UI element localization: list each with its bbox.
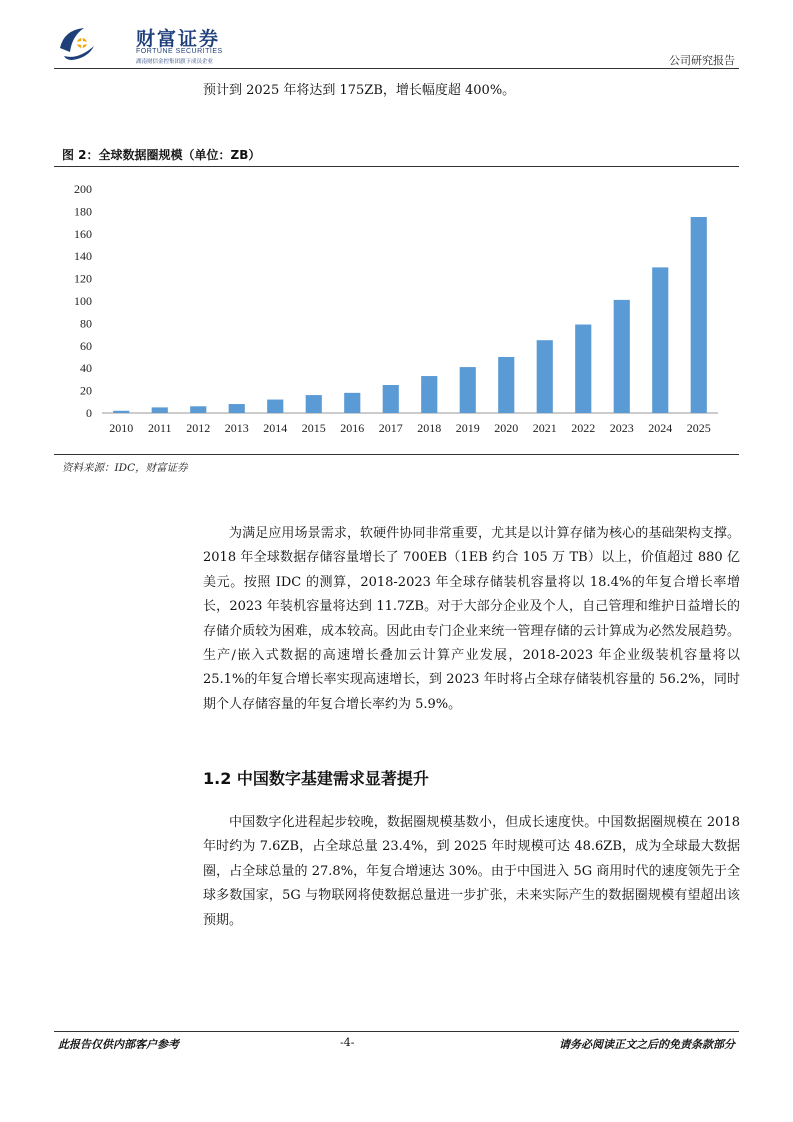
bar	[537, 340, 553, 413]
y-tick-label: 200	[74, 182, 92, 196]
bar	[691, 217, 707, 413]
footer-notice: 请务必阅读正文之后的免责条款部分	[559, 1038, 735, 1051]
intro-line: 预计到 2025 年将达到 175ZB，增长幅度超 400%。	[203, 83, 516, 98]
figure-title: 图 2：全球数据圈规模（单位：ZB）	[62, 148, 261, 162]
bar-chart	[54, 172, 739, 447]
x-tick-label: 2025	[686, 421, 711, 435]
fortune-logo-icon	[58, 26, 98, 62]
bar	[113, 411, 129, 413]
brand-name-cn: 财富证券	[136, 28, 221, 50]
y-tick-label: 40	[80, 361, 92, 376]
figure-top-rule	[54, 166, 739, 167]
x-tick-label: 2016	[340, 421, 365, 435]
x-tick-label: 2019	[455, 421, 480, 435]
page-number: -4-	[340, 1036, 355, 1049]
bar	[498, 357, 514, 413]
x-tick-label: 2020	[494, 421, 519, 435]
y-tick-label: 180	[74, 204, 92, 219]
bar	[575, 325, 591, 413]
paragraph-storage	[203, 522, 740, 717]
figure-source: 资料来源：IDC，财富证券	[62, 462, 188, 474]
bar	[652, 267, 668, 413]
bar	[229, 404, 245, 413]
footer-divider	[54, 1031, 739, 1032]
paragraph-text: 为满足应用场景需求，软硬件协同非常重要，尤其是以计算存储为核心的基础架构支撑。2018 年全球数据存储容量增长了 700EB（1EB 约合 105 万 TB）以上，价值超过 880 亿美元。按照 IDC 的测算，2018-2023 年全球存储装机容量将以 18.4%的年复合增长率增长，2023 年装机容量将达到 11.7ZB。对于大部分企业及个人，自己管理和维护日益增长的存储介质较为困难，成本较高。因此由专门企业来统一管理存储的云计算成为必然发展趋势。生产/嵌入式数据的高速增长叠加云计算产业发展，2018-2023 年企业级装机容量将以 25.1%的年复合增长率实现高速增长，到 2023 年时将占全球存储装机容量的 56.2%，同时期个人存储容量的年复合增长率约为 5.9%。	[203, 526, 740, 712]
bar	[344, 393, 360, 413]
bar	[614, 300, 630, 413]
y-tick-label: 160	[74, 226, 92, 241]
y-tick-label: 80	[80, 316, 92, 331]
bar	[383, 385, 399, 413]
x-tick-label: 2012	[186, 421, 211, 435]
bar	[306, 395, 322, 413]
figure-bottom-rule	[54, 454, 739, 455]
x-tick-label: 2023	[609, 421, 634, 435]
paragraph-text: 中国数字化进程起步较晚，数据圈规模基数小，但成长速度快。中国数据圈规模在 2018 年时约为 7.6ZB，占全球总量 23.4%，到 2025 年时规模可达 48.6ZB，成为全球最大数据圈，占全球总量的 27.8%，年复合增速达 30%。由于中国进入 5G 商用时代的速度领先于全球多数国家，5G 与物联网将使数据总量进一步扩张，未来实际产生的数据圈规模有望超出该预期。	[203, 815, 740, 928]
header-divider	[54, 68, 739, 69]
x-tick-label: 2022	[571, 421, 596, 435]
section-heading: 1.2 中国数字基建需求显著提升	[203, 769, 429, 788]
x-tick-label: 2021	[532, 421, 557, 435]
x-tick-label: 2010	[109, 421, 134, 435]
x-tick-label: 2014	[263, 421, 288, 435]
y-tick-label: 100	[74, 294, 92, 308]
bar	[267, 400, 283, 413]
bar	[190, 406, 206, 413]
report-type: 公司研究报告	[669, 54, 735, 67]
paragraph-china	[203, 811, 740, 933]
brand-name-en: FORTUNE SECURITIES	[136, 48, 223, 55]
x-tick-label: 2011	[147, 421, 172, 435]
y-tick-label: 140	[74, 249, 92, 264]
x-tick-label: 2015	[301, 421, 326, 435]
y-tick-label: 0	[86, 406, 92, 420]
bar	[152, 407, 168, 413]
x-tick-label: 2024	[648, 421, 673, 435]
y-tick-label: 60	[80, 338, 92, 353]
y-tick-label: 120	[74, 271, 92, 286]
x-tick-label: 2018	[417, 421, 442, 435]
brand-subtitle: 湖南财信金控集团旗下成员企业	[136, 59, 214, 65]
bar	[460, 367, 476, 413]
bar	[421, 376, 437, 413]
company-logo	[54, 22, 223, 68]
x-tick-label: 2013	[224, 421, 249, 435]
y-tick-label: 20	[80, 383, 92, 398]
footer-disclaimer: 此报告仅供内部客户参考	[58, 1038, 179, 1051]
x-tick-label: 2017	[378, 421, 403, 435]
